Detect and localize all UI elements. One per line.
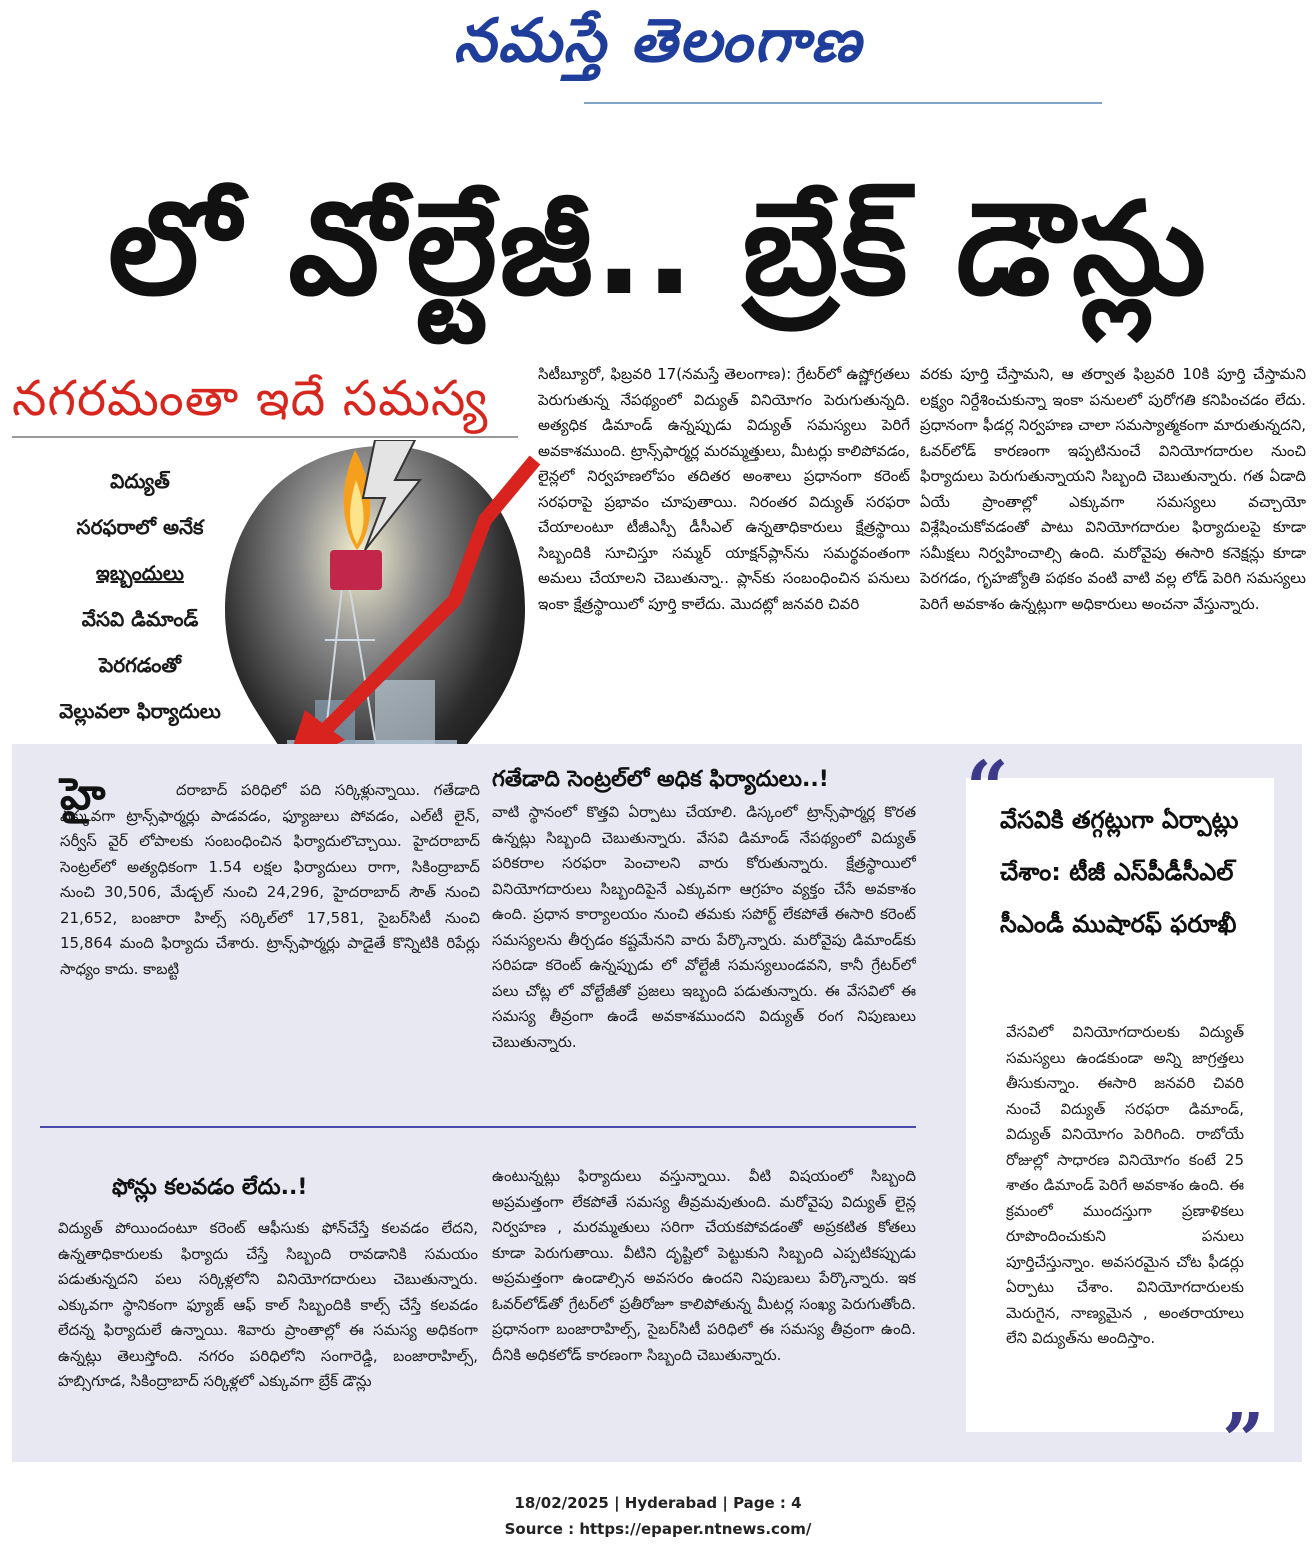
kicker-line: విద్యుత్ bbox=[110, 469, 170, 493]
kicker-line: సరఫరాలో అనేక bbox=[76, 515, 204, 539]
hyderabad-paragraph bbox=[60, 778, 480, 1128]
quote-close-icon: ” bbox=[1222, 1398, 1265, 1484]
kicker-line: పెరగడంతో bbox=[99, 653, 181, 677]
quote-body: వేసవిలో వినియోగదారులకు విద్యుత్ సమస్యలు ఉండకుండా అన్ని జాగ్రత్తలు తీసుకున్నాం. ఈసారి జనవరి చివరి నుంచే విద్యుత్ సరఫరా డిమాండ్, విద్యుత్ వినియోగం పెరిగింది. రాబోయే రోజుల్లో సాధారణ వినియోగం కంటే 25 శాతం డిమాండ్ పెరిగే అవకాశం ఉంది. ఈ క్రమంలో ముందస్తుగా ప్రణాళికలు రూపొందించుకుని పనులు పూర్తిచేస్తున్నాం. అవసరమైన చోట ఫీడర్లు ఏర్పాటు చేశాం. వినియోగదారులకు మెరుగైన, నాణ్యమైన , అంతరాయాలు లేని విద్యుత్‌ను అందిస్తాం. bbox=[1006, 1023, 1244, 1347]
subheadline: నగరమంతా ఇదే సమస్య bbox=[12, 370, 489, 427]
central-paragraph: వాటి స్థానంలో కొత్తవి ఏర్పాటు చేయాలి. డిస్కంలో ట్రాన్స్‌ఫార్మర్ల కొరత ఉన్నట్లు సిబ్బంది చెబుతున్నారు. వేసవి డిమాండ్ నేపథ్యంలో విద్యుత్ పరికరాల సరఫరా పెంచాలని వారు కోరుతున్నారు. క్షేత్రస్థాయిలో వినియోగదారులు సిబ్బందిపైనే ఎక్కువగా ఆగ్రహం వ్యక్తం చేసే అవకాశం ఉంది. ప్రధాన కార్యాలయం నుంచి తమకు సపోర్ట్ లేకపోతే ఈసారి కరెంట్ సమస్యలను తీర్చడం కష్టమేనని వారు పేర్కొన్నారు. మరోవైపు డిమాండ్‌కు సరిపడా కరెంట్ ఉన్నప్పుడు లో వోల్టేజీ సమస్యలుండవని, కానీ గ్రేటర్‌లో పలు చోట్ల లో వోల్టేజీతో ప్రజలు ఇబ్బంది పడుతున్నారు. ఈ వేసవిలో ఈ సమస్య తీవ్రంగా ఉండే అవకాశముందని విద్యుత్ రంగ నిపుణులు చెబుతున్నారు. bbox=[492, 803, 916, 1051]
footer-date-page: 18/02/2025 | Hyderabad | Page : 4 bbox=[514, 1494, 802, 1512]
intro-column-2: వరకు పూర్తి చేస్తామని, ఆ తర్వాత ఫిబ్రవరి 10కి పూర్తి చేస్తామని లక్ష్యం నిర్దేశించుకున్నా ఇంకా పనులలో పురోగతి కనిపించడం లేదు. ప్రధానంగా ఫీడర్ల నిర్వహణ చాలా సమస్యాత్మకంగా మారుతున్నదని, ఓవర్‌లోడ్ కారణంగా ఇప్పటినుంచే వినియోగదారుల నుంచి ఫిర్యాదులు పెరుగుతున్నాయని సిబ్బంది చెబుతున్నారు. గత ఏడాది ఏయే ప్రాంతాల్లో ఎక్కువగా సమస్యలు వచ్చాయో విశ్లేషించుకోవడంతో పాటు వినియోగదారుల ఫిర్యాదులపై కూడా సమీక్షలు నిర్వహించాల్సి ఉంది. మరోవైపు ఈసారి కనెక్షన్లు కూడా పెరగడం, గృహజ్యోతి పథకం వంటి వాటి వల్ల లోడ్ పెరిగి సమస్యలు పెరిగే అవకాశం ఉన్నట్లుగా అధికారులు అంచనా వేస్తున్నారు. bbox=[920, 365, 1306, 613]
kicker-line: వేసవి డిమాండ్ bbox=[81, 607, 199, 631]
phones-paragraph-continued: ఉంటున్నట్లు ఫిర్యాదులు వస్తున్నాయి. వీటి విషయంలో సిబ్బంది అప్రమత్తంగా లేకపోతే సమస్య తీవ్రమవుతుంది. మరోవైపు విద్యుత్ లైన్ల నిర్వహణ , మరమ్మతులు సరిగా చేయకపోవడంతో అప్రకటిత కోతలు కూడా పెరుగుతాయి. వీటిని దృష్టిలో పెట్టుకుని సిబ్బంది ఎప్పటికప్పుడు అప్రమత్తంగా ఉండాల్సిన అవసరం ఉందని నిపుణులు పేర్కొన్నారు. ఇక ఓవర్‌లోడ్‌తో గ్రేటర్‌లో ప్రతీరోజూ కాలిపోతున్న మీటర్ల సంఖ్య పెరుగుతోంది. ప్రధానంగా బంజారాహిల్స్, సైబర్‌సిటీ పరిధిలో ఈ సమస్య తీవ్రంగా ఉంది. దీనికి అధికలోడ్ కారణంగా సిబ్బంది చెబుతున్నారు. bbox=[492, 1167, 916, 1364]
masthead bbox=[0, 0, 1316, 104]
quote-open-icon: “ bbox=[966, 746, 1009, 832]
intro-column-1: సిటీబ్యూరో, ఫిబ్రవరి 17(నమస్తే తెలంగాణ): గ్రేటర్‌లో ఉష్ణోగ్రతలు పెరుగుతున్న నేపథ్యంలో విద్యుత్ వినియోగం పెరుగుతున్నది. అత్యధిక డిమాండ్ ఉన్నప్పుడు విద్యుత్ సమస్యలు పెరిగే అవకాశముంది. ట్రాన్స్‌ఫార్మర్ల మరమ్మత్తులు, మీటర్లు కాలిపోవడం, లైన్లలో నిర్వహణలోపం తదితర అంశాలు ప్రధానంగా కరెంట్ సరఫరాపై ప్రభావం చూపుతాయి. నిరంతర విద్యుత్ సరఫరా చేయాలంటూ టీజీఎస్పీ డీసీఎల్ ఉన్నతాధికారులు క్షేత్రస్థాయి సిబ్బందికి సూచిస్తూ సమ్మర్ యాక్షన్‌ప్లాన్‌ను సమర్థవంతంగా అమలు చేయాలని చెబుతున్నా.. ప్లాన్‌కు సంబంధించిన పనులు ఇంకా క్షేత్రస్థాయిలో పూర్తి కాలేదు. మొదట్లో జనవరి చివరి bbox=[538, 365, 910, 613]
kicker-line: ఇబ్బందులు bbox=[96, 561, 184, 585]
phones-paragraph: విద్యుత్ పోయిందంటూ కరెంట్ ఆఫీసుకు ఫోన్‌చేస్తే కలవడం లేదని, ఉన్నతాధికారులకు ఫిర్యాదు చేస్తే సిబ్బంది రావడానికి సమయం పడుతున్నదని పలు సర్కిళ్లలోని వినియోగదారులు చెబుతున్నారు. ఎక్కువగా స్థానికంగా ఫ్యూజ్ ఆఫ్ కాల్ సిబ్బందికి కాల్స్ చేస్తే కలవడం లేదన్న ఫిర్యాదులే ఉన్నాయి. శివారు ప్రాంతాల్లో ఈ సమస్య అధికంగా ఉన్నట్లు తెలుస్తోంది. నగరం పరిధిలోని సంగారెడ్డి, బంజారాహిల్స్, హబ్సిగూడ, సికింద్రాబాద్ సర్కిళ్లలో ఎక్కువగా బ్రేక్ డౌన్లు bbox=[58, 1219, 478, 1390]
footer-source: Source : https://epaper.ntnews.com/ bbox=[504, 1520, 812, 1538]
page-footer bbox=[0, 1490, 1316, 1542]
main-headline: లో వోల్టేజీ.. బ్రేక్ డౌన్లు bbox=[107, 175, 1209, 324]
hyderabad-text: దరాబాద్ పరిధిలో పది సర్కిళ్లున్నాయి. గతేడాది ఎక్కువగా ట్రాన్స్‌ఫార్మర్లు పాడవడం, ఫ్యూజులు పోవడం, ఎల్‌టీ లైన్, సర్వీస్ వైర్ లోపాలకు సంబంధించిన ఫిర్యాదులొచ్చాయి. హైదరాబాద్ సెంట్రల్‌లో అత్యధికంగా 1.54 లక్షల ఫిర్యాదులు రాగా, సికింద్రాబాద్ నుంచి 30,506, మేడ్చల్ నుంచి 24,296, హైదరాబాద్ సౌత్ నుంచి 21,652, బంజారా హిల్స్ సర్కిల్‌లో 17,581, సైబర్‌సిటీ నుంచి 15,864 మంది ఫిర్యాదు చేశారు. ట్రాన్స్‌ఫార్మర్లు పాడైతే కొన్నిటికి రిపేర్లు సాధ్యం కాదు. కాబట్టి bbox=[60, 781, 480, 978]
kicker-block bbox=[40, 458, 240, 734]
central-heading: గతేడాది సెంట్రల్‌లో అధిక ఫిర్యాదులు..! bbox=[492, 767, 829, 792]
kicker-line: వెల్లువలా ఫిర్యాదులు bbox=[59, 699, 221, 723]
masthead-divider bbox=[584, 102, 1102, 104]
subhead-divider bbox=[12, 436, 518, 438]
quote-title: వేసవికి తగ్గట్లుగా ఏర్పాట్లు చేశాం: టీజీ ఎస్‌పీడీసీఎల్ సీఎండీ ముషారఫ్ ఫరూఖీ bbox=[1000, 806, 1239, 938]
drop-cap: హై bbox=[60, 769, 106, 820]
phones-heading: ఫోన్లు కలవడం లేదు..! bbox=[112, 1175, 308, 1200]
newspaper-logo: నమస్తే తెలంగాణ bbox=[453, 6, 863, 76]
